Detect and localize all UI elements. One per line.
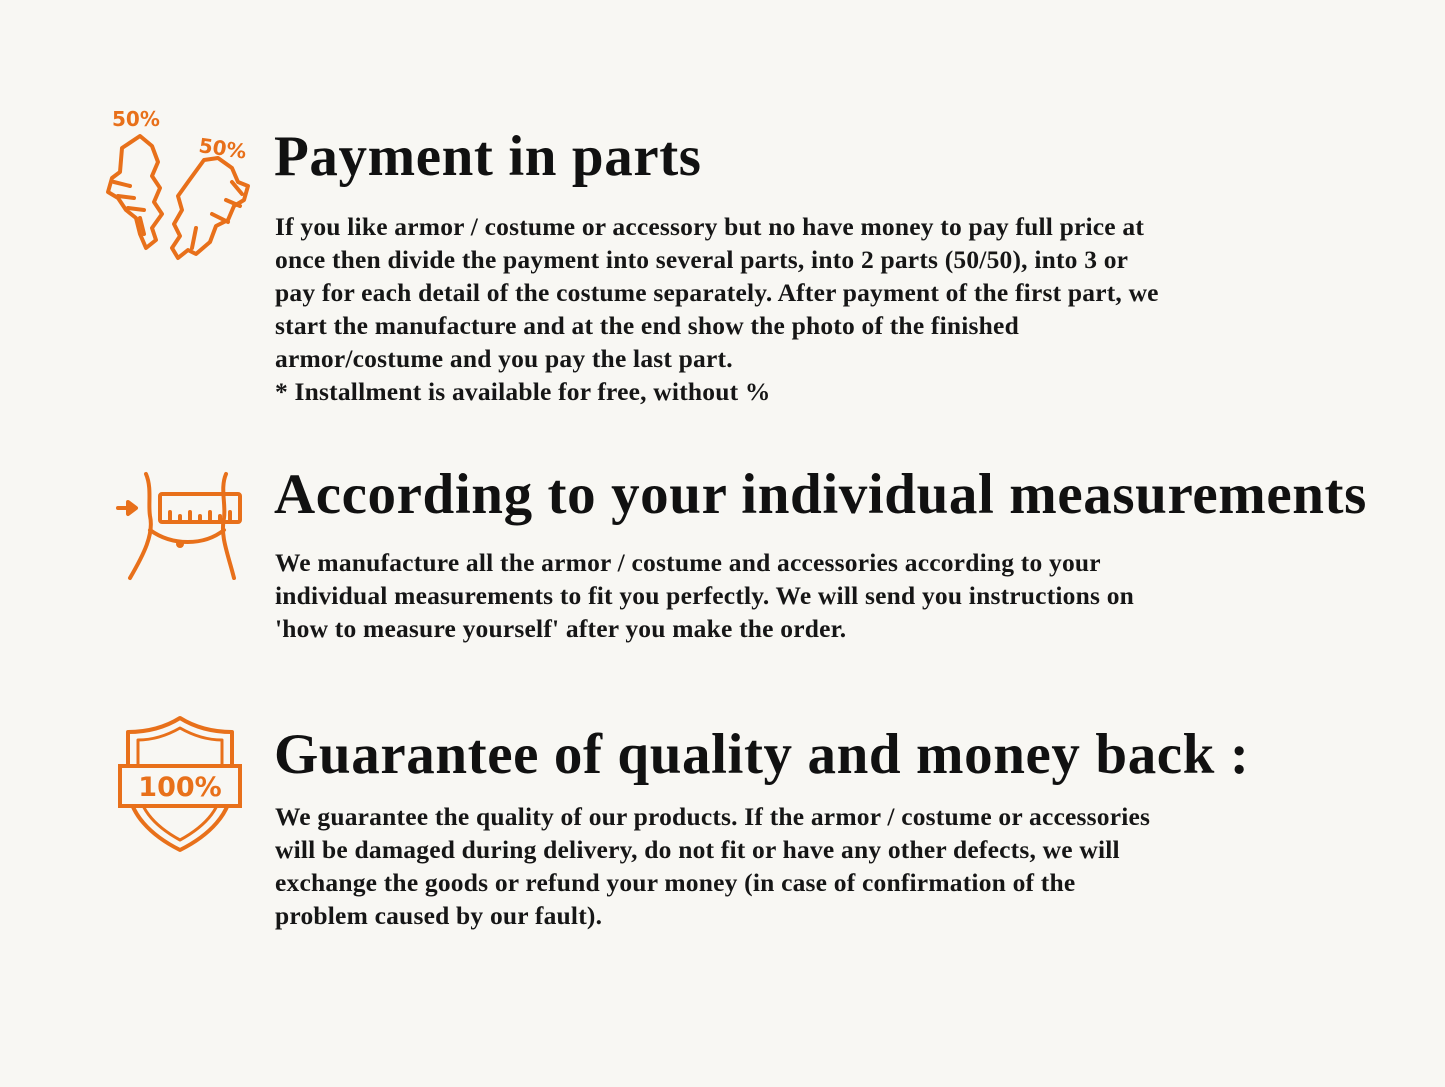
text-line: We guarantee the quality of our products. If the armor / costume or accessories <box>275 802 1151 831</box>
text-line: exchange the goods or refund your money (in case of confirmation of the <box>275 868 1076 897</box>
split-left-label: 50% <box>112 107 160 131</box>
text-line: problem caused by our fault). <box>275 901 603 930</box>
guarantee-section <box>0 700 1445 960</box>
payment-in-parts-title: Payment in parts <box>274 125 702 188</box>
text-line: individual measurements to fit you perfectly. We will send you instructions on <box>275 581 1135 610</box>
text-line: armor/costume and you pay the last part. <box>275 344 733 373</box>
guarantee-title: Guarantee of quality and money back : <box>274 723 1250 786</box>
payment-in-parts-section <box>0 0 1445 420</box>
text-line: 'how to measure yourself' after you make the order. <box>275 614 847 643</box>
text-line: * Installment is available for free, without % <box>275 377 771 406</box>
text-line: start the manufacture and at the end show the photo of the finished <box>275 311 1019 340</box>
guarantee-shield-icon <box>116 714 244 854</box>
individual-measurements-description <box>275 546 1235 645</box>
text-line: pay for each detail of the costume separately. After payment of the first part, we <box>275 278 1159 307</box>
text-line: If you like armor / costume or accessory but no have money to pay full price at <box>275 212 1145 241</box>
text-line: We manufacture all the armor / costume and accessories according to your <box>275 548 1101 577</box>
guarantee-description <box>275 800 1235 932</box>
text-line: once then divide the payment into several parts, into 2 parts (50/50), into 3 or <box>275 245 1129 274</box>
waist-measurement-icon <box>114 468 246 584</box>
individual-measurements-title: According to your individual measurements <box>274 463 1367 526</box>
payment-in-parts-description <box>275 210 1235 408</box>
split-right-label: 50% <box>197 133 249 164</box>
guarantee-percent-label: 100% <box>138 772 222 803</box>
split-payment-icon <box>100 102 260 262</box>
individual-measurements-section <box>0 440 1445 670</box>
text-line: will be damaged during delivery, do not fit or have any other defects, we will <box>275 835 1120 864</box>
